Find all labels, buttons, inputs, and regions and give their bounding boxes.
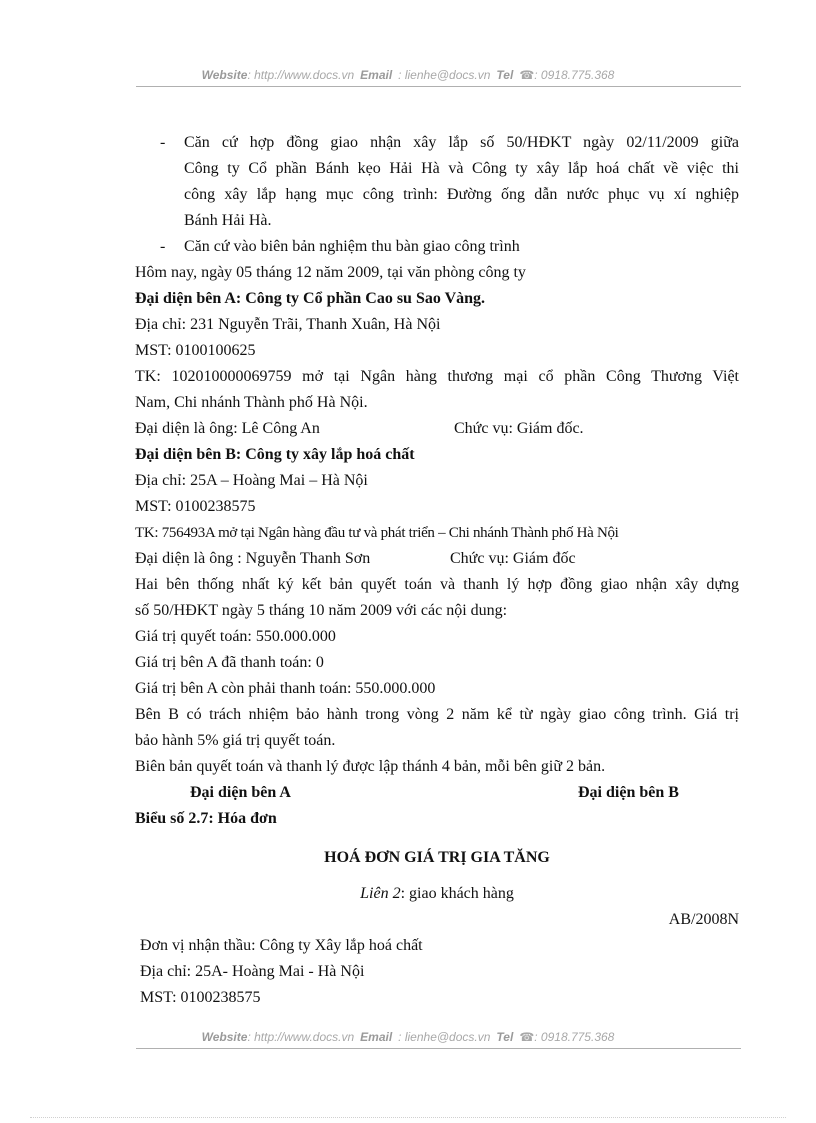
footer-divider xyxy=(136,1048,741,1049)
footer-email-label: Email xyxy=(360,1030,393,1044)
bullet1-line4: Bánh Hải Hà. xyxy=(184,212,272,229)
footer-email-value: : lienhe@docs.vn xyxy=(398,1030,491,1044)
figure-label: Biểu số 2.7: Hóa đơn xyxy=(135,810,277,827)
party-b-position: Chức vụ: Giám đốc xyxy=(450,550,576,567)
party-b-tax-code: MST: 0100238575 xyxy=(135,498,256,515)
agreement-line2: số 50/HĐKT ngày 5 tháng 10 năm 2009 với các nội dung: xyxy=(135,602,508,619)
agreement-line1: Hai bên thống nhất ký kết bản quyết toán và thanh lý hợp đồng giao nhận xây dựng xyxy=(135,576,739,593)
invoice-copy-line xyxy=(135,881,739,907)
bullet-dash: - xyxy=(160,238,166,255)
header-email-value: : lienhe@docs.vn xyxy=(398,68,491,82)
header-website-label: Website xyxy=(201,68,248,82)
party-b-rep: Đại diện là ông : Nguyễn Thanh Sơn xyxy=(135,550,371,567)
document-body xyxy=(135,130,739,1011)
warranty-line2: bảo hành 5% giá trị quyết toán. xyxy=(135,732,336,749)
footer-tel-label: Tel xyxy=(496,1030,514,1044)
party-a-heading: Đại diện bên A: Công ty Cổ phần Cao su Sao Vàng. xyxy=(135,290,486,307)
header-tel-value: : 0918.775.368 xyxy=(534,68,615,82)
page-bottom-divider xyxy=(30,1117,786,1118)
party-b-account: TK: 756493A mở tại Ngân hàng đầu tư và phát triển – Chi nhánh Thành phố Hà Nội xyxy=(135,525,619,541)
phone-icon: ☎ xyxy=(519,68,535,82)
contractor-name: Đơn vị nhận thầu: Công ty Xây lắp hoá chất xyxy=(140,937,423,954)
page-header xyxy=(0,68,816,82)
party-a-rep-row xyxy=(135,416,739,442)
sign-party-b: Đại diện bên B xyxy=(578,784,679,801)
invoice-serial: AB/2008N xyxy=(668,911,739,928)
header-tel-label: Tel xyxy=(496,68,514,82)
header-website-value: : http://www.docs.vn xyxy=(247,68,355,82)
invoice-copy-label: Liên 2 xyxy=(360,885,401,902)
sign-party-a: Đại diện bên A xyxy=(190,784,291,801)
bullet1-line1: - Căn cứ hợp đồng giao nhận xây lắp số 50/HĐKT ngày 02/11/2009 giữa xyxy=(135,130,739,156)
remaining-value: Giá trị bên A còn phải thanh toán: 550.000.000 xyxy=(135,680,436,697)
settlement-value: Giá trị quyết toán: 550.000.000 xyxy=(135,628,336,645)
party-b-address: Địa chỉ: 25A – Hoàng Mai – Hà Nội xyxy=(135,472,368,489)
page-footer xyxy=(0,1030,816,1044)
party-a-account-line1: TK: 102010000069759 mở tại Ngân hàng thương mại cổ phần Công Thương Việt xyxy=(135,368,739,385)
phone-icon: ☎ xyxy=(519,1030,535,1044)
party-a-tax-code: MST: 0100100625 xyxy=(135,342,256,359)
party-a-address: Địa chỉ: 231 Nguyễn Trãi, Thanh Xuân, Hà Nội xyxy=(135,316,441,333)
party-a-account-line2: Nam, Chi nhánh Thành phố Hà Nội. xyxy=(135,394,368,411)
header-divider xyxy=(136,86,741,87)
footer-tel-value: : 0918.775.368 xyxy=(534,1030,615,1044)
today-line: Hôm nay, ngày 05 tháng 12 năm 2009, tại văn phòng công ty xyxy=(135,264,526,281)
signature-row xyxy=(135,780,739,806)
party-b-rep-row xyxy=(135,546,739,572)
footer-website-value: : http://www.docs.vn xyxy=(247,1030,355,1044)
party-b-heading: Đại diện bên B: Công ty xây lắp hoá chất xyxy=(135,446,415,463)
paid-value: Giá trị bên A đã thanh toán: 0 xyxy=(135,654,324,671)
invoice-title: HOÁ ĐƠN GIÁ TRỊ GIA TĂNG xyxy=(324,849,550,866)
header-email-label: Email xyxy=(360,68,393,82)
bullet1-line3: công xây lắp hạng mục công trình: Đường ống dẫn nước phục vụ xí nghiệp xyxy=(184,186,739,203)
bullet2-line: - Căn cứ vào biên bản nghiệm thu bàn giao công trình xyxy=(135,234,739,260)
party-a-position: Chức vụ: Giám đốc. xyxy=(454,420,584,437)
copies-line: Biên bản quyết toán và thanh lý được lập thánh 4 bản, mỗi bên giữ 2 bản. xyxy=(135,758,606,775)
invoice-copy-value: : giao khách hàng xyxy=(400,885,514,902)
footer-website-label: Website xyxy=(201,1030,248,1044)
contractor-tax-code: MST: 0100238575 xyxy=(140,989,261,1006)
warranty-line1: Bên B có trách nhiệm bảo hành trong vòng 2 năm kể từ ngày giao công trình. Giá trị xyxy=(135,706,739,723)
bullet-dash: - xyxy=(160,134,166,151)
bullet1-line2: Công ty Cổ phần Bánh kẹo Hải Hà và Công ty xây lắp hoá chất về việc thi xyxy=(184,160,739,177)
contractor-address: Địa chỉ: 25A- Hoàng Mai - Hà Nội xyxy=(140,963,365,980)
party-a-rep: Đại diện là ông: Lê Công An xyxy=(135,420,320,437)
